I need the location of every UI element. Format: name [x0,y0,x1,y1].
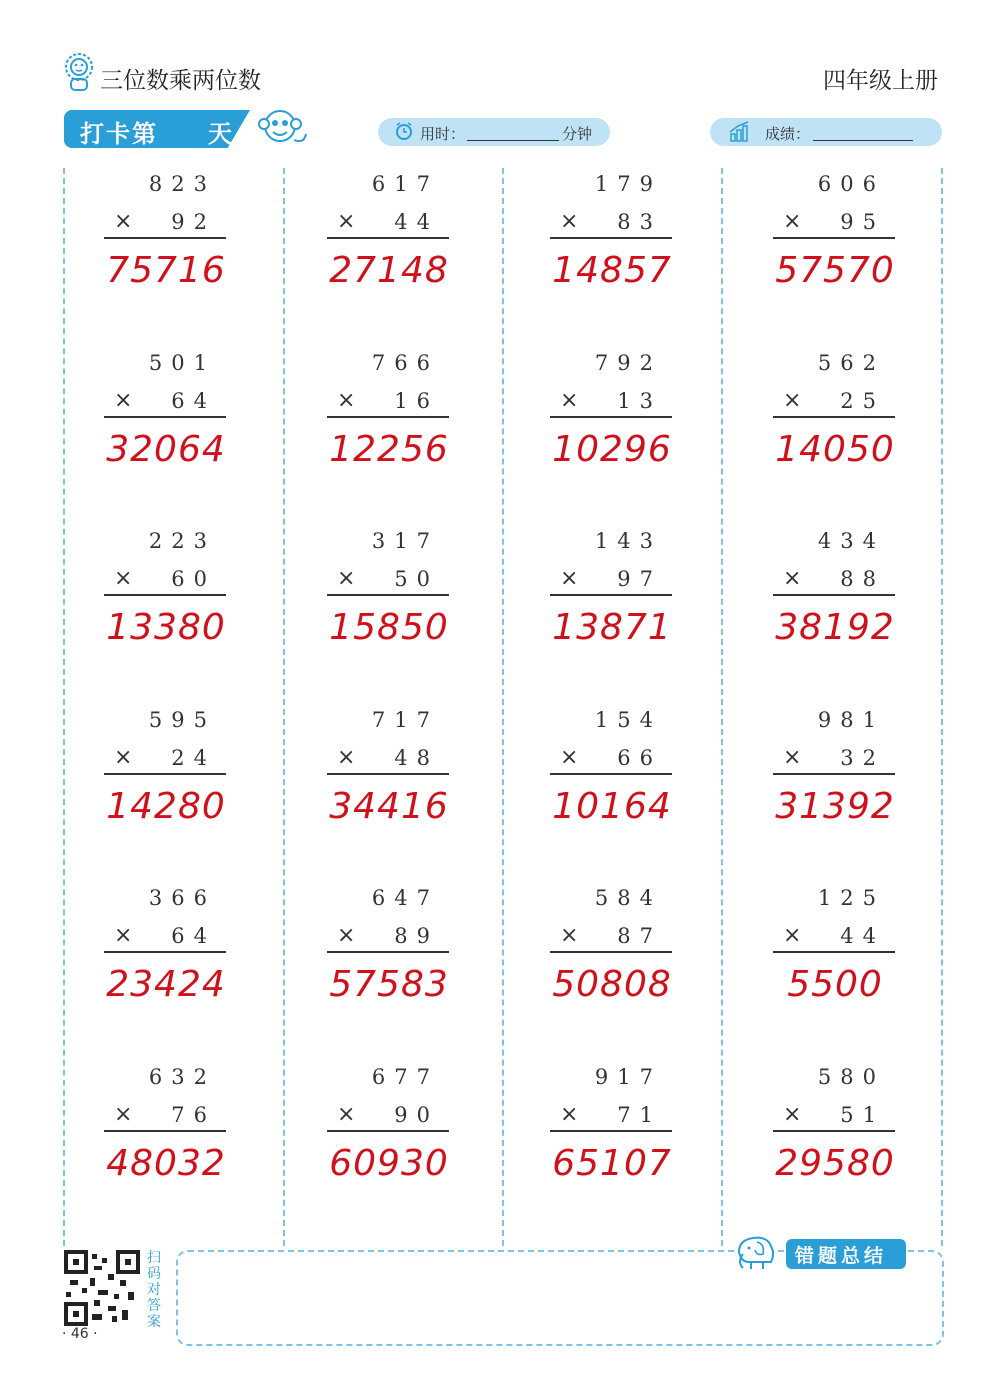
answer-line [104,237,226,239]
handwritten-answer: 29580 [775,1143,895,1184]
multiply-sign: × [560,1102,579,1127]
multiplier: 64 [171,389,216,413]
column-divider [283,168,285,1246]
answer-line [104,1130,226,1132]
checkin-label-suffix: 天 [208,120,232,148]
scan-answer-label: 扫码对答案 [147,1250,161,1330]
qr-code-icon [64,1250,140,1326]
grade-label: 四年级上册 [823,68,938,94]
handwritten-answer: 27148 [329,250,449,291]
multiplier: 92 [171,210,216,234]
multiplier: 48 [394,746,439,770]
answer-line [104,594,226,596]
handwritten-answer: 75716 [106,250,226,291]
answer-line [773,237,895,239]
answer-line [104,416,226,418]
multiply-sign: × [114,745,133,770]
multiplicand: 143 [594,529,662,553]
answer-line [773,594,895,596]
multiply-sign: × [337,1102,356,1127]
multiply-sign: × [560,388,579,413]
multiplicand: 125 [817,886,885,910]
handwritten-answer: 10296 [552,429,672,470]
multiplier: 89 [394,924,439,948]
multiply-sign: × [114,923,133,948]
multiplier: 95 [840,210,885,234]
multiplicand: 154 [594,708,662,732]
handwritten-answer: 57583 [329,964,449,1005]
multiply-sign: × [337,388,356,413]
handwritten-answer: 10164 [552,786,672,827]
answer-line [773,773,895,775]
multiply-sign: × [114,566,133,591]
multiply-sign: × [114,1102,133,1127]
time-label: 用时： [420,125,466,143]
multiply-sign: × [783,923,802,948]
handwritten-answer: 31392 [775,786,895,827]
multiplicand: 632 [148,1065,216,1089]
multiply-sign: × [560,923,579,948]
multiplier: 24 [171,746,216,770]
multiplicand: 981 [817,708,885,732]
multiplicand: 917 [594,1065,662,1089]
answer-line [550,773,672,775]
multiplicand: 617 [371,172,439,196]
multiplier: 60 [171,567,216,591]
column-divider [63,168,65,1246]
handwritten-answer: 23424 [106,964,226,1005]
lion-icon [62,52,96,92]
multiply-sign: × [783,745,802,770]
handwritten-answer: 5500 [787,964,883,1005]
multiplicand: 584 [594,886,662,910]
answer-line [773,951,895,953]
answer-line [550,1130,672,1132]
answer-line [327,773,449,775]
answer-line [327,594,449,596]
time-unit: 分钟 [562,125,593,143]
multiply-sign: × [783,388,802,413]
multiplier: 87 [617,924,662,948]
multiply-sign: × [783,1102,802,1127]
multiplicand: 434 [817,529,885,553]
page-number: · 46 · [62,1326,98,1342]
column-divider [941,168,943,1246]
multiplier: 90 [394,1103,439,1127]
handwritten-answer: 12256 [329,429,449,470]
handwritten-answer: 48032 [106,1143,226,1184]
multiplicand: 606 [817,172,885,196]
handwritten-answer: 60930 [329,1143,449,1184]
answer-line [550,594,672,596]
score-label: 成绩： [765,125,811,143]
answer-line [550,237,672,239]
answer-line [327,951,449,953]
checkin-label-prefix: 打卡第 [80,120,158,148]
answer-line [327,1130,449,1132]
answer-line [550,416,672,418]
multiplier: 83 [617,210,662,234]
answer-line [327,237,449,239]
multiplier: 51 [840,1103,885,1127]
multiply-sign: × [114,209,133,234]
handwritten-answer: 32064 [106,429,226,470]
multiplicand: 179 [594,172,662,196]
answer-line [327,416,449,418]
multiplier: 97 [617,567,662,591]
multiplier: 13 [617,389,662,413]
multiplicand: 562 [817,351,885,375]
multiply-sign: × [337,209,356,234]
multiplier: 76 [171,1103,216,1127]
multiply-sign: × [337,745,356,770]
multiplicand: 823 [148,172,216,196]
answer-line [104,951,226,953]
multiplicand: 766 [371,351,439,375]
multiplicand: 580 [817,1065,885,1089]
multiply-sign: × [114,388,133,413]
multiply-sign: × [337,923,356,948]
multiply-sign: × [560,745,579,770]
multiplicand: 717 [371,708,439,732]
handwritten-answer: 65107 [552,1143,672,1184]
mistake-summary-label: 错题总结 [795,1245,888,1267]
multiply-sign: × [560,566,579,591]
multiplier: 16 [394,389,439,413]
handwritten-answer: 50808 [552,964,672,1005]
multiplicand: 317 [371,529,439,553]
multiplicand: 595 [148,708,216,732]
handwritten-answer: 13871 [552,607,672,648]
multiplicand: 647 [371,886,439,910]
score-blank [813,124,913,141]
answer-line [773,1130,895,1132]
multiply-sign: × [783,209,802,234]
multiplicand: 366 [148,886,216,910]
answer-line [773,416,895,418]
multiply-sign: × [337,566,356,591]
multiplier: 66 [617,746,662,770]
page-title: 三位数乘两位数 [100,68,261,94]
column-divider [721,168,723,1246]
multiplier: 64 [171,924,216,948]
handwritten-answer: 38192 [775,607,895,648]
handwritten-answer: 13380 [106,607,226,648]
handwritten-answer: 15850 [329,607,449,648]
multiplier: 25 [840,389,885,413]
multiplier: 50 [394,567,439,591]
multiplier: 44 [840,924,885,948]
handwritten-answer: 14050 [775,429,895,470]
multiplicand: 223 [148,529,216,553]
multiplicand: 501 [148,351,216,375]
column-divider [502,168,504,1246]
time-blank [467,124,559,141]
multiplier: 71 [617,1103,662,1127]
multiplier: 44 [394,210,439,234]
handwritten-answer: 57570 [775,250,895,291]
multiply-sign: × [783,566,802,591]
multiplier: 32 [840,746,885,770]
handwritten-answer: 34416 [329,786,449,827]
monkey-icon [256,104,310,152]
elephant-icon [735,1232,783,1272]
multiply-sign: × [560,209,579,234]
answer-line [550,951,672,953]
multiplier: 88 [840,567,885,591]
multiplicand: 677 [371,1065,439,1089]
bar-chart-icon [728,120,752,142]
alarm-clock-icon [394,121,414,141]
handwritten-answer: 14280 [106,786,226,827]
handwritten-answer: 14857 [552,250,672,291]
multiplicand: 792 [594,351,662,375]
answer-line [104,773,226,775]
